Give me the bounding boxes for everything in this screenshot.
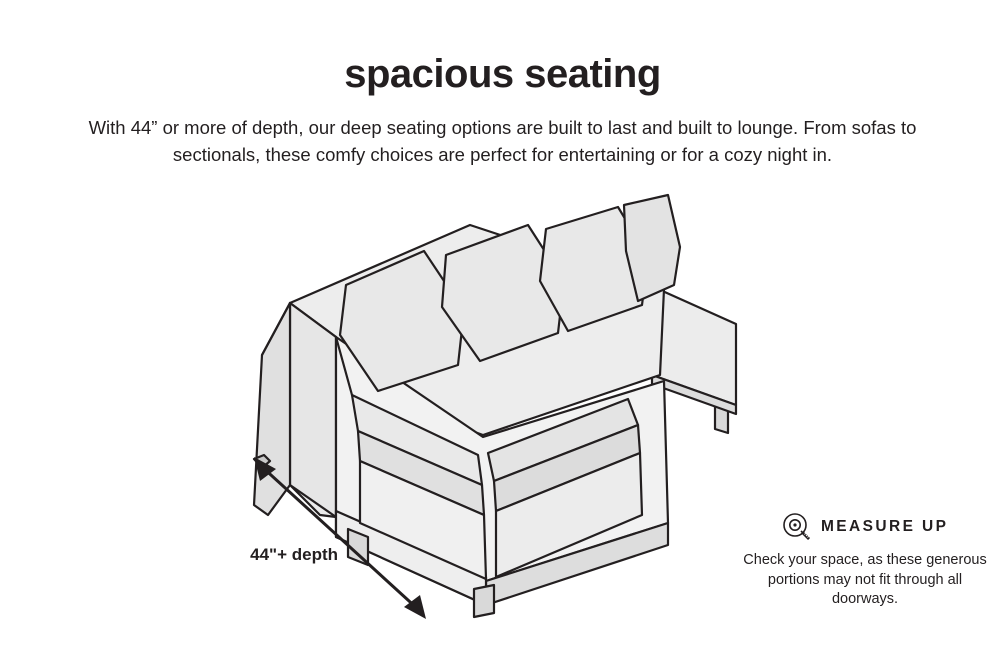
sofa-drawing xyxy=(228,185,788,635)
measure-up-heading xyxy=(740,512,990,542)
depth-dimension-label: 44"+ depth xyxy=(250,545,338,564)
measure-up-block xyxy=(740,512,990,610)
tape-measure-icon xyxy=(782,512,812,542)
measure-up-title: MEASURE UP xyxy=(821,518,949,535)
page-title: spacious seating xyxy=(344,52,661,96)
description-text: With 44” or more of depth, our deep seating options are built to last and built to lounge. From sofas to sectionals, these comfy choices are perfect for entertaining or for a cozy night in. xyxy=(88,117,917,165)
deep-seating-sofa-illustration xyxy=(228,185,788,635)
measure-up-note: Check your space, as these generous portions may not fit through all doorways. xyxy=(743,552,987,607)
